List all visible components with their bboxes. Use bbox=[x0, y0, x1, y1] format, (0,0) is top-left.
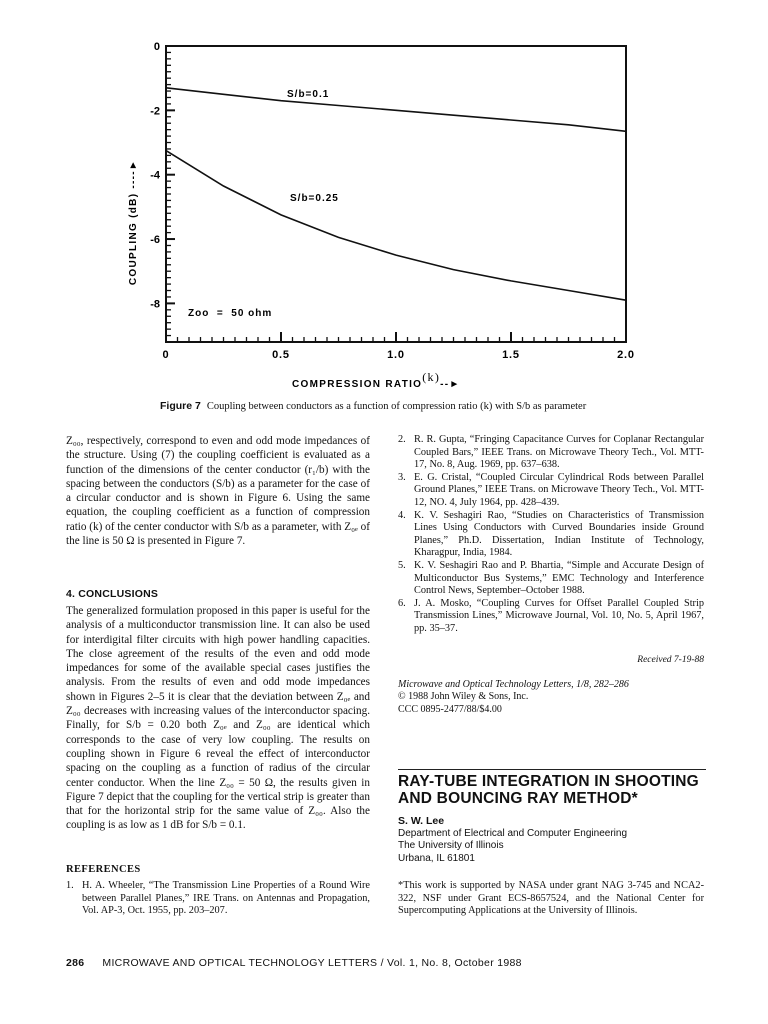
x-axis-label: COMPRESSION RATIO(k)--► bbox=[292, 370, 461, 390]
reference-text: J. A. Mosko, “Coupling Curves for Offset Parallel Coupled Strip Transmission Lines,” Microwave Journal, Vol. 10, No. 5, April 1967, pp. 35–37. bbox=[414, 597, 704, 634]
x-tick-label: 2.0 bbox=[617, 349, 635, 361]
y-tick-label: -6 bbox=[150, 234, 160, 247]
author-name: S. W. Lee bbox=[398, 815, 445, 827]
x-tick-label: 0.5 bbox=[272, 349, 290, 361]
funding-footnote: *This work is supported by NASA under grant NAG 3-745 and NCA2-322, NSF under Grant ECS-8657524, and the National Center for Supercomputing Applications at the University of Illinois. bbox=[398, 880, 704, 917]
reference-number: 2. bbox=[398, 434, 406, 445]
reference-text: E. G. Cristal, “Coupled Circular Cylindrical Rods between Parallel Ground Planes,” IEEE Trans. on Microwave Theory Tech., Vol. MTT-12, NO. 4, July 1964, pp. 428–439. bbox=[414, 471, 704, 508]
y-tick-label: -2 bbox=[150, 105, 160, 118]
reference-text: K. V. Seshagiri Rao, “Studies on Characteristics of Transmission Lines Using Conductors with Curved Boundaries inside Ground Planes,” Ph.D. Dissertation, Indian Institute of Technology, Kharagpur, India, 1984. bbox=[414, 509, 704, 559]
reference-number: 6. bbox=[398, 597, 406, 609]
reference-item bbox=[398, 598, 704, 636]
article-title-line-1: RAY-TUBE INTEGRATION IN SHOOTING bbox=[398, 773, 699, 790]
reference-text: H. A. Wheeler, “The Transmission Line Properties of a Round Wire between Parallel Planes,” IRE Trans. on Antennas and Propagation, Vol. AP-3, Oct. 1955, pp. 203–207. bbox=[82, 880, 370, 917]
series-line-s-b-0.1 bbox=[166, 88, 626, 132]
reference-item bbox=[66, 880, 370, 918]
y-tick-labels bbox=[150, 41, 161, 310]
publication-citation: Microwave and Optical Technology Letters, 1/8, 282–286 bbox=[398, 679, 629, 690]
reference-item bbox=[398, 560, 704, 598]
publication-info bbox=[398, 679, 704, 716]
affiliation-city: Urbana, IL 61801 bbox=[398, 852, 475, 864]
references-list-left bbox=[66, 880, 370, 918]
figure-caption-text: Coupling between conductors as a function of compression ratio (k) with S/b as parameter bbox=[206, 401, 587, 412]
ccc-line: CCC 0895-2477/88/$4.00 bbox=[398, 703, 502, 715]
received-date: Received 7-19-88 bbox=[637, 655, 704, 665]
reference-number: 4. bbox=[398, 509, 406, 521]
affiliation-department: Department of Electrical and Computer Engineering bbox=[398, 828, 628, 839]
reference-number: 5. bbox=[398, 559, 406, 571]
x-tick-label: 1.0 bbox=[387, 349, 405, 361]
references-heading: REFERENCES bbox=[66, 864, 141, 875]
article-title-line-2: AND BOUNCING RAY METHOD* bbox=[398, 790, 638, 807]
y-axis-label: COUPLING (dB) ----► bbox=[128, 158, 139, 286]
journal-footer: MICROWAVE AND OPTICAL TECHNOLOGY LETTERS / Vol. 1, No. 8, October 1988 bbox=[102, 957, 522, 969]
page-number: 286 bbox=[66, 957, 85, 969]
y-tick-label: 0 bbox=[153, 41, 160, 53]
impedance-annotation: Zoo = 50 ohm bbox=[188, 308, 273, 319]
series-line-s-b-0.25 bbox=[166, 151, 626, 301]
figure-caption bbox=[160, 400, 720, 412]
series-label-sb-0.25: S/b=0.25 bbox=[290, 193, 339, 204]
section-rule bbox=[398, 769, 706, 770]
references-list-right bbox=[398, 434, 704, 636]
article-title bbox=[398, 773, 704, 807]
y-tick-label: -8 bbox=[150, 298, 160, 311]
x-axis-label-arrow: --► bbox=[440, 379, 461, 390]
copyright-line: © 1988 John Wiley & Sons, Inc. bbox=[398, 691, 529, 703]
y-tick-label: -4 bbox=[150, 169, 160, 182]
series-label-sb-0.1: S/b=0.1 bbox=[287, 89, 330, 100]
plot-frame bbox=[166, 46, 626, 342]
reference-text: K. V. Seshagiri Rao and P. Bhartia, “Simple and Accurate Design of Multiconductor Bus Systems,” EMC Technology and Interference Control News, September–October 1988. bbox=[414, 559, 704, 597]
affiliation-university: The University of Illinois bbox=[398, 840, 504, 852]
reference-number: 1. bbox=[66, 880, 74, 891]
figure-caption-label: Figure 7 bbox=[160, 400, 201, 412]
coupling-chart bbox=[0, 0, 768, 400]
intro-paragraph: Z₀₀, respectively, correspond to even and odd mode impedances of the structure. Using (7) the coupling coefficient is evaluated as a function of the dimensions of the center conductor (r₁/b) with the spacing between the conductors (S/b) as a parameter for the case of a circular conductor and is shown in Figure 6. Using the same equation, the coupling coefficient as a function of compression ratio (k) of the center conductor with S/b as a parameter, with Z₀ₑ of the line is 50 Ω is presented in Figure 7. bbox=[66, 435, 370, 548]
conclusions-paragraph: The generalized formulation proposed in this paper is useful for the analysis of a multiconductor transmission line. It can also be used for interdigital filter circuits with high power handling capacities. The close agreement of the results of the even and odd mode impedances for some of the available special cases justifies the analysis. From the results of even and odd mode impedances shown in Figures 2–5 it is clear that the deviation between Z₀ₑ and Z₀₀ decreases with increasing values of the interconductor spacing. Finally, for S/b = 0.20 both Z₀ₑ and Z₀₀ are identical which corresponds to the case of very low coupling. The results on coupling shown in Figure 6 reveal the effect of interconductor spacing on the coupling as a function of radius of the circular center conductor. When the line Z₀₀ = 50 Ω, the results given in Figure 7 depict that the coupling for the vertical strip is greater than that for the horizontal strip for the same value of Z₀₀. Also the coupling is as low as 1 dB for S/b = 0.1. bbox=[66, 605, 370, 832]
x-tick-labels bbox=[163, 349, 635, 361]
reference-item bbox=[398, 434, 704, 472]
plot-border bbox=[166, 46, 626, 342]
reference-item bbox=[398, 510, 704, 560]
author-affiliation bbox=[398, 828, 704, 865]
conclusions-heading: 4. CONCLUSIONS bbox=[66, 588, 159, 600]
x-tick-label: 0 bbox=[162, 349, 170, 361]
x-axis-label-k: (k) bbox=[422, 370, 441, 384]
series-layer bbox=[166, 88, 626, 300]
reference-item bbox=[398, 472, 704, 510]
x-tick-label: 1.5 bbox=[502, 349, 520, 361]
reference-number: 3. bbox=[398, 471, 406, 483]
page-footer bbox=[66, 957, 706, 969]
reference-text: R. R. Gupta, “Fringing Capacitance Curves for Coplanar Rectangular Coupled Bars,” IEEE Trans. on Microwave Theory Tech., Vol. MTT-17, No. 8, Aug. 1969, pp. 637–638. bbox=[414, 434, 704, 471]
